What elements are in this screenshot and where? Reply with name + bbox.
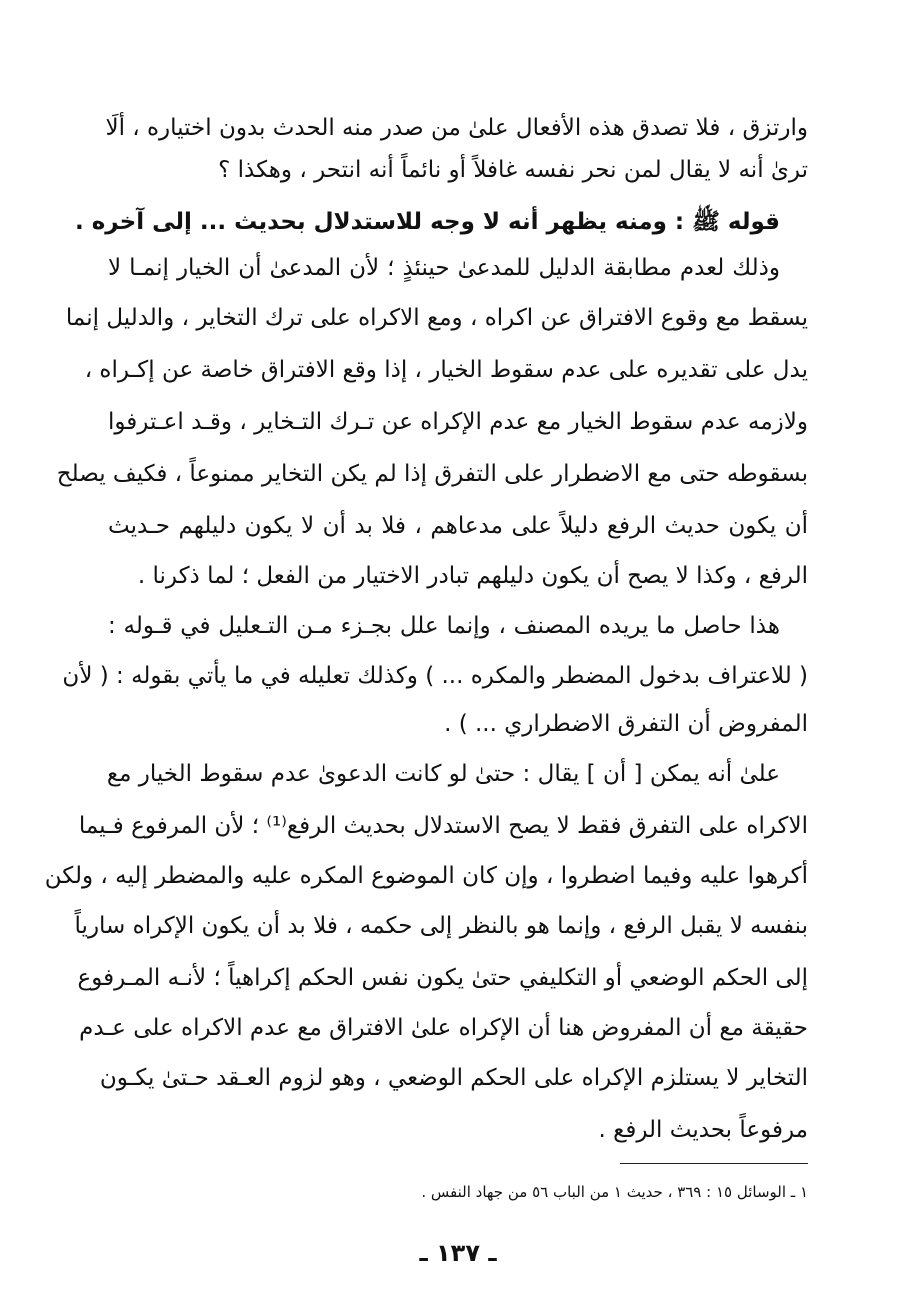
commentary-heading: قوله ﷺ : ومنه يظهر أنه لا وجه للاستدلال بحديث ... إلى آخره . (74, 209, 780, 235)
text-line-16: أكرهوا عليه وفيما اضطروا ، وإن كان الموضوع المكره عليه والمضطر إليه ، ولكن (44, 863, 808, 889)
text-line-6: يدل على تقديره على عدم سقوط الخيار ، إذا وقع الافتراق خاصة عن إكـراه ، (84, 357, 808, 383)
text-line-19: حقيقة مع أن المفروض هنا أن الإكراه علىٰ الافتراق مع عدم الاكراه على عـدم (79, 1015, 808, 1041)
text-line-11: هذا حاصل ما يريده المصنف ، وإنما علل بجـزء مـن التـعليل في قـوله : (108, 613, 780, 639)
text-line-20: التخاير لا يستلزم الإكراه على الحكم الوضعي ، وهو لزوم العـقد حـتىٰ يكـون (99, 1065, 808, 1091)
footnote-separator (620, 1163, 808, 1164)
text-line-8: بسقوطه حتى مع الاضطرار على التفرق إذا لم يكن التخاير ممنوعاً ، فكيف يصلح (56, 461, 808, 487)
text-line-17: بنفسه لا يقبل الرفع ، وإنما هو بالنظر إلى حكمه ، فلا بد أن يكون الإكراه سارياً (74, 913, 808, 939)
text-line-5: يسقط مع وقوع الافتراق عن اكراه ، ومع الاكراه على ترك التخاير ، والدليل إنما (65, 305, 808, 331)
text-line-7: ولازمه عدم سقوط الخيار مع عدم الإكراه عن تـرك التـخاير ، وقـد اعـترفوا (108, 409, 808, 435)
text-line-4: وذلك لعدم مطابقة الدليل للمدعىٰ حينئذٍ ؛ لأن المدعىٰ أن الخيار إنمـا لا (108, 255, 780, 281)
text-line-14: علىٰ أنه يمكن [ أن ] يقال : حتىٰ لو كانت الدعوىٰ عدم سقوط الخيار مع (106, 761, 780, 787)
text-line-12: ( للاعتراف بدخول المضطر والمكره ... ) وكذلك تعليله في ما يأتي بقوله : ( لأن (62, 663, 808, 689)
text-line-10: الرفع ، وكذا لا يصح أن يكون دليلهم تبادر الاختيار من الفعل ؛ لما ذكرنا . (137, 563, 808, 589)
text-line-21: مرفوعاً بحديث الرفع . (598, 1117, 808, 1143)
text-line-18: إلى الحكم الوضعي أو التكليفي حتىٰ يكون نفس الحكم إكراهياً ؛ لأنـه المـرفوع (77, 965, 808, 991)
text-line-15: الاكراه على التفرق فقط لا يصح الاستدلال بحديث الرفع⁽¹⁾ ؛ لأن المرفوع فـيما (78, 813, 808, 839)
text-line-9: أن يكون حديث الرفع دليلاً على مدعاهم ، فلا بد أن لا يكون دليلهم حـديث (108, 513, 808, 539)
text-line-1: وارتزق ، فلا تصدق هذه الأفعال علىٰ من صدر منه الحدث بدون اختياره ، ألَا (105, 115, 808, 141)
page-number: ـ ١٣٧ ـ (419, 1239, 497, 1267)
text-line-2: ترىٰ أنه لا يقال لمن نحر نفسه غافلاً أو نائماً أنه انتحر ، وهكذا ؟ (218, 157, 808, 183)
footnote: ١ ـ الوسائل ١٥ : ٣٦٩ ، حديث ١ من الباب ٥٦ من جهاد النفس . (421, 1183, 808, 1201)
text-line-13: المفروض أن التفرق الاضطراري ... ) . (444, 711, 808, 737)
